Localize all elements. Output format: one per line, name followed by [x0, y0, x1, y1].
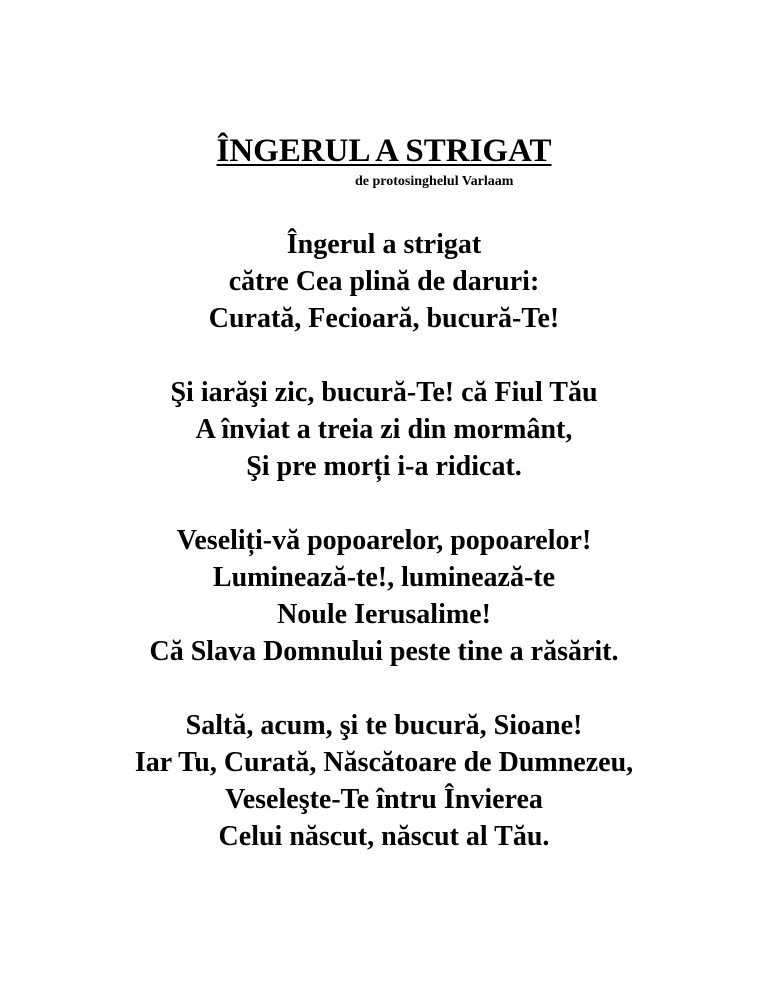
poem-line: Veseleşte-Te întru Învierea: [225, 784, 543, 815]
poem-line: Iar Tu, Curată, Născătoare de Dumnezeu,: [134, 747, 634, 778]
poem-line: Şi pre morți i-a ridicat.: [246, 451, 522, 482]
stanza-2: [0, 374, 768, 485]
poem-line: Saltă, acum, şi te bucură, Sioane!: [185, 710, 583, 741]
poem-line: A înviat a treia zi din mormânt,: [195, 414, 573, 445]
poem-line: Noule Ierusalime!: [277, 599, 491, 630]
poem-line: Celui născut, născut al Tău.: [218, 821, 550, 852]
document-author: de protosinghelul Varlaam: [355, 174, 514, 189]
poem-line: Curată, Fecioară, bucură-Te!: [208, 303, 560, 334]
document-title: [0, 131, 768, 171]
poem-body: [0, 226, 768, 892]
poem-line: Veseliți-vă popoarelor, popoarelor!: [176, 525, 592, 556]
poem-line: Şi iarăşi zic, bucură-Te! că Fiul Tău: [170, 377, 598, 408]
poem-line: către Cea plină de daruri:: [228, 266, 540, 297]
poem-line: Luminează-te!, luminează-te: [212, 562, 556, 593]
poem-line: Îngerul a strigat: [286, 229, 482, 260]
stanza-3: [0, 522, 768, 670]
stanza-4: [0, 707, 768, 855]
poem-line: Că Slava Domnului peste tine a răsărit.: [149, 636, 619, 667]
stanza-1: [0, 226, 768, 337]
document-title-text: ÎNGERUL A STRIGAT: [216, 133, 552, 169]
